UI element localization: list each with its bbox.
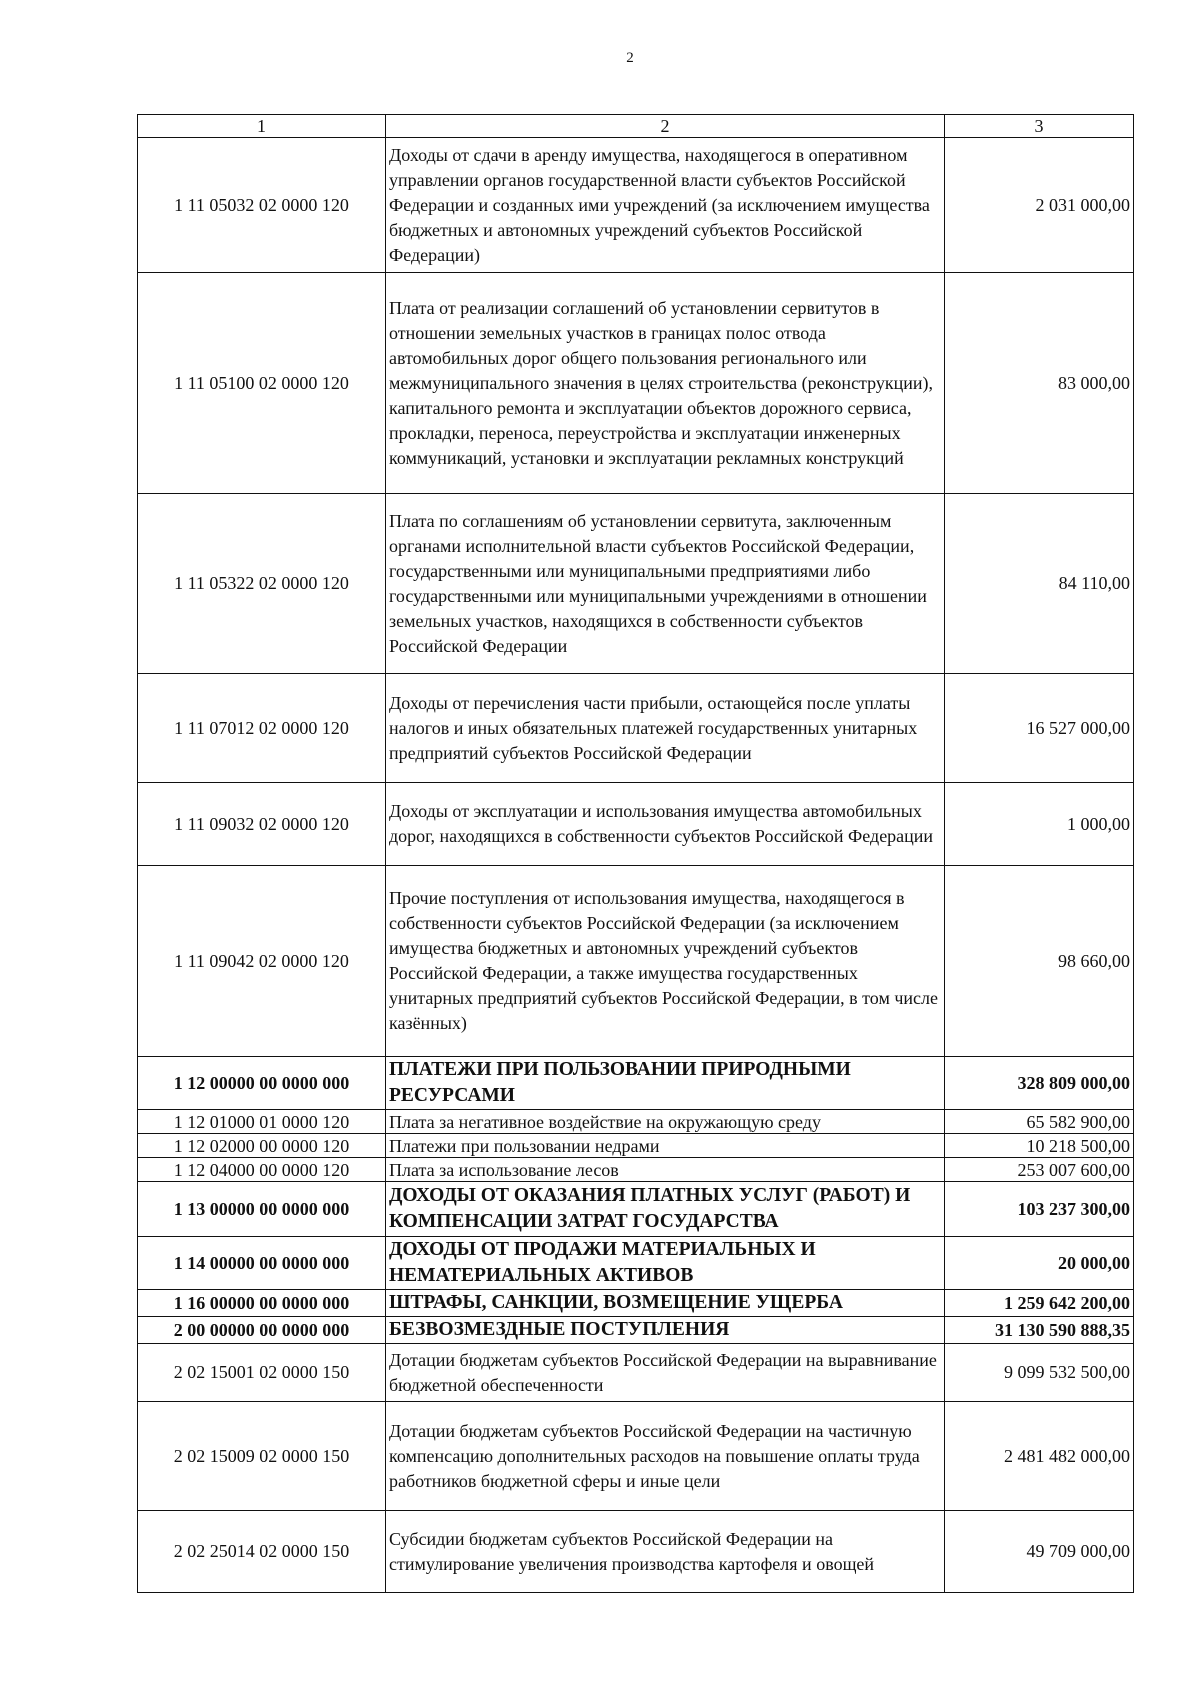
- row-name: ДОХОДЫ ОТ ОКАЗАНИЯ ПЛАТНЫХ УСЛУГ (РАБОТ) И КОМПЕНСАЦИИ ЗАТРАТ ГОСУДАРСТВА: [386, 1182, 945, 1237]
- row-amount: 65 582 900,00: [945, 1110, 1134, 1134]
- table-row: [138, 783, 1134, 866]
- row-name: Плата от реализации соглашений об установлении сервитутов в отношении земельных участков в границах полос отвода автомобильных дорог общего пользования регионального или межмуниципального значения в целях строительства (реконструкции), капитального ремонта и эксплуатации объектов дорожного сервиса, прокладки, переноса, переустройства и эксплуатации инженерных коммуникаций, установки и эксплуатации рекламных конструкций: [386, 273, 945, 494]
- row-name: Плата за негативное воздействие на окружающую среду: [386, 1110, 945, 1134]
- row-code: 1 12 02000 00 0000 120: [138, 1134, 386, 1158]
- column-header-3: 3: [945, 115, 1134, 138]
- row-amount: 2 031 000,00: [945, 138, 1134, 273]
- row-code: 2 02 15001 02 0000 150: [138, 1344, 386, 1402]
- page-number: 2: [626, 50, 634, 66]
- row-code: 1 11 05322 02 0000 120: [138, 494, 386, 674]
- row-code: 1 16 00000 00 0000 000: [138, 1290, 386, 1317]
- row-code: 1 11 05100 02 0000 120: [138, 273, 386, 494]
- row-name: Плата по соглашениям об установлении сервитута, заключенным органами исполнительной власти субъектов Российской Федерации, государственными или муниципальными предприятиями либо государственными или муниципальными учреждениями в отношении земельных участков, находящихся в собственности субъектов Российской Федерации: [386, 494, 945, 674]
- revenue-table: [137, 114, 1134, 1593]
- table-row: [138, 494, 1134, 674]
- table-header-row: [138, 115, 1134, 138]
- row-amount: 16 527 000,00: [945, 674, 1134, 783]
- row-amount: 10 218 500,00: [945, 1134, 1134, 1158]
- row-amount: 1 000,00: [945, 783, 1134, 866]
- row-amount: 328 809 000,00: [945, 1057, 1134, 1110]
- row-code: 1 11 05032 02 0000 120: [138, 138, 386, 273]
- section-row: [138, 1182, 1134, 1237]
- row-code: 1 11 09032 02 0000 120: [138, 783, 386, 866]
- table-row: [138, 1344, 1134, 1402]
- table-row: [138, 866, 1134, 1057]
- row-amount: 1 259 642 200,00: [945, 1290, 1134, 1317]
- row-amount: 20 000,00: [945, 1237, 1134, 1290]
- row-code: 1 13 00000 00 0000 000: [138, 1182, 386, 1237]
- row-name: ДОХОДЫ ОТ ПРОДАЖИ МАТЕРИАЛЬНЫХ И НЕМАТЕРИАЛЬНЫХ АКТИВОВ: [386, 1237, 945, 1290]
- table-row: [138, 138, 1134, 273]
- row-name: Субсидии бюджетам субъектов Российской Федерации на стимулирование увеличения производства картофеля и овощей: [386, 1511, 945, 1593]
- table-row: [138, 1402, 1134, 1511]
- row-code: 2 02 25014 02 0000 150: [138, 1511, 386, 1593]
- table-row: [138, 1110, 1134, 1134]
- section-row: [138, 1290, 1134, 1317]
- column-header-1: 1: [138, 115, 386, 138]
- row-amount: 49 709 000,00: [945, 1511, 1134, 1593]
- row-name: Дотации бюджетам субъектов Российской Федерации на частичную компенсацию дополнительных расходов на повышение оплаты труда работников бюджетной сферы и иные цели: [386, 1402, 945, 1511]
- row-code: 1 12 01000 01 0000 120: [138, 1110, 386, 1134]
- row-code: 1 11 09042 02 0000 120: [138, 866, 386, 1057]
- table-row: [138, 1511, 1134, 1593]
- row-name: Прочие поступления от использования имущества, находящегося в собственности субъектов Российской Федерации (за исключением имущества бюджетных и автономных учреждений субъектов Российской Федерации, а также имущества государственных унитарных предприятий субъектов Российской Федерации, в том числе казённых): [386, 866, 945, 1057]
- table-row: [138, 674, 1134, 783]
- row-code: 1 11 07012 02 0000 120: [138, 674, 386, 783]
- table-row: [138, 1134, 1134, 1158]
- row-name: Плата за использование лесов: [386, 1158, 945, 1182]
- row-amount: 83 000,00: [945, 273, 1134, 494]
- row-name: Доходы от сдачи в аренду имущества, находящегося в оперативном управлении органов государственной власти субъектов Российской Федерации и созданных ими учреждений (за исключением имущества бюджетных и автономных учреждений субъектов Российской Федерации): [386, 138, 945, 273]
- row-name: ПЛАТЕЖИ ПРИ ПОЛЬЗОВАНИИ ПРИРОДНЫМИ РЕСУРСАМИ: [386, 1057, 945, 1110]
- section-row: [138, 1317, 1134, 1344]
- row-code: 1 14 00000 00 0000 000: [138, 1237, 386, 1290]
- table-row: [138, 273, 1134, 494]
- row-code: 2 02 15009 02 0000 150: [138, 1402, 386, 1511]
- row-amount: 2 481 482 000,00: [945, 1402, 1134, 1511]
- row-name: БЕЗВОЗМЕЗДНЫЕ ПОСТУПЛЕНИЯ: [386, 1317, 945, 1344]
- row-amount: 98 660,00: [945, 866, 1134, 1057]
- row-name: Доходы от перечисления части прибыли, остающейся после уплаты налогов и иных обязательных платежей государственных унитарных предприятий субъектов Российской Федерации: [386, 674, 945, 783]
- column-header-2: 2: [386, 115, 945, 138]
- row-code: 1 12 00000 00 0000 000: [138, 1057, 386, 1110]
- row-name: Дотации бюджетам субъектов Российской Федерации на выравнивание бюджетной обеспеченности: [386, 1344, 945, 1402]
- row-amount: 31 130 590 888,35: [945, 1317, 1134, 1344]
- row-name: ШТРАФЫ, САНКЦИИ, ВОЗМЕЩЕНИЕ УЩЕРБА: [386, 1290, 945, 1317]
- row-code: 2 00 00000 00 0000 000: [138, 1317, 386, 1344]
- row-amount: 84 110,00: [945, 494, 1134, 674]
- row-amount: 9 099 532 500,00: [945, 1344, 1134, 1402]
- row-code: 1 12 04000 00 0000 120: [138, 1158, 386, 1182]
- row-amount: 103 237 300,00: [945, 1182, 1134, 1237]
- section-row: [138, 1057, 1134, 1110]
- table-row: [138, 1158, 1134, 1182]
- row-amount: 253 007 600,00: [945, 1158, 1134, 1182]
- row-name: Доходы от эксплуатации и использования имущества автомобильных дорог, находящихся в собственности субъектов Российской Федерации: [386, 783, 945, 866]
- row-name: Платежи при пользовании недрами: [386, 1134, 945, 1158]
- section-row: [138, 1237, 1134, 1290]
